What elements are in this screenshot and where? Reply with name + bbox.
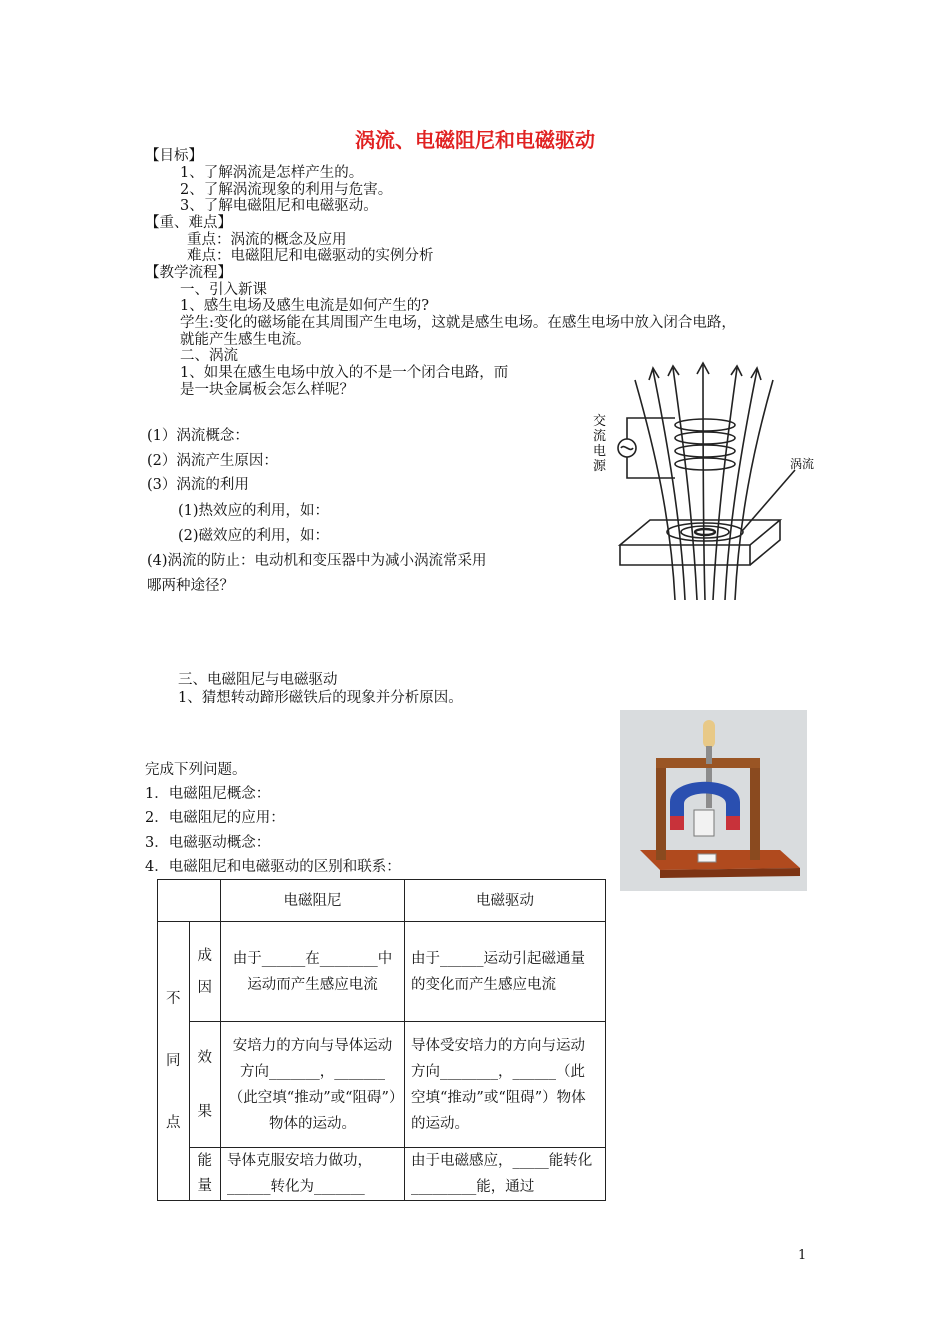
question-item: 3．电磁驱动概念： [145, 835, 271, 851]
key-point: 重点：涡流的概念及应用 [187, 232, 347, 248]
comparison-table [157, 879, 606, 1201]
table-cell: 由于______在________中运动而产生感应电流 [221, 922, 405, 1022]
goals-heading: 【目标】 [145, 148, 203, 164]
col-header-driving: 电磁驱动 [405, 880, 606, 922]
question-item: 1．电磁阻尼概念： [145, 786, 271, 802]
eddy-use: (3）涡流的利用 [147, 477, 249, 493]
table-cell: 由于______运动引起磁通量的变化而产生感应电流 [405, 922, 606, 1022]
table-cell: 导体受安培力的方向与运动方向________，______（此空填“推动”或“阻碍”）物体的运动。 [405, 1022, 606, 1148]
part1-heading: 一、引入新课 [180, 282, 267, 298]
eddy-current-figure [585, 360, 825, 605]
part3-heading: 三、电磁阻尼与电磁驱动 [178, 672, 338, 688]
process-heading: 【教学流程】 [145, 265, 232, 281]
ac-source-label: 交 流 电 源 [593, 414, 607, 474]
difficult-point: 难点：电磁阻尼和电磁驱动的实例分析 [187, 248, 434, 264]
part2-question: 是一块金属板会怎么样呢？ [180, 382, 354, 398]
row-label: 效果 [197, 1049, 212, 1120]
row-label-cell [189, 1022, 221, 1148]
question-item: 4．电磁阻尼和电磁驱动的区别和联系： [145, 859, 401, 875]
group-label: 不同点 [166, 991, 181, 1131]
page-number: 1 [798, 1248, 807, 1263]
question-item: 2．电磁阻尼的应用： [145, 810, 285, 826]
part1-answer: 就能产生感生电流。 [180, 332, 311, 348]
page-title: 涡流、电磁阻尼和电磁驱动 [355, 128, 595, 152]
part1-question: 1、感生电场及感生电流是如何产生的? [180, 298, 429, 314]
eddy-cause: (2）涡流产生原因： [147, 453, 278, 469]
group-label-cell [158, 922, 190, 1201]
goal-item: 1、了解涡流是怎样产生的。 [180, 165, 364, 181]
table-corner [158, 880, 221, 922]
part3-guess: 1、猜想转动蹄形磁铁后的现象并分析原因。 [178, 690, 463, 706]
horseshoe-magnet-figure [620, 710, 807, 891]
eddy-use-magnetic: (2)磁效应的利用，如： [178, 528, 330, 544]
eddy-concept: (1）涡流概念： [147, 428, 249, 444]
keypoints-heading: 【重、难点】 [145, 215, 232, 231]
eddy-prevent: 哪两种途径？ [147, 578, 234, 594]
table-cell: 导体克服安培力做功，______转化为_______ [221, 1148, 405, 1201]
eddy-prevent: (4)涡流的防止：电动机和变压器中为减小涡流常采用 [147, 553, 487, 569]
complete-prompt: 完成下列问题。 [145, 762, 247, 778]
col-header-damping: 电磁阻尼 [221, 880, 405, 922]
part2-question: 1、如果在感生电场中放入的不是一个闭合电路，而 [180, 365, 509, 381]
part2-heading: 二、涡流 [180, 348, 238, 364]
table-cell: 安培力的方向与导体运动方向_______，_______（此空填“推动”或“阻碍”）物体的运动。 [221, 1022, 405, 1148]
table-cell: 由于电磁感应，_____能转化_________能，通过 [405, 1148, 606, 1201]
row-label: 能量 [197, 1153, 212, 1194]
goal-item: 2、了解涡流现象的利用与危害。 [180, 182, 393, 198]
row-label-cell [189, 1148, 221, 1201]
row-label: 成因 [197, 947, 212, 996]
eddy-label: 涡流 [790, 457, 815, 471]
row-label-cell [189, 922, 221, 1022]
part1-answer: 学生:变化的磁场能在其周围产生电场，这就是感生电场。在感生电场中放入闭合电路， [180, 315, 736, 331]
goal-item: 3、了解电磁阻尼和电磁驱动。 [180, 198, 378, 214]
eddy-use-heat: (1)热效应的利用，如： [178, 503, 330, 519]
